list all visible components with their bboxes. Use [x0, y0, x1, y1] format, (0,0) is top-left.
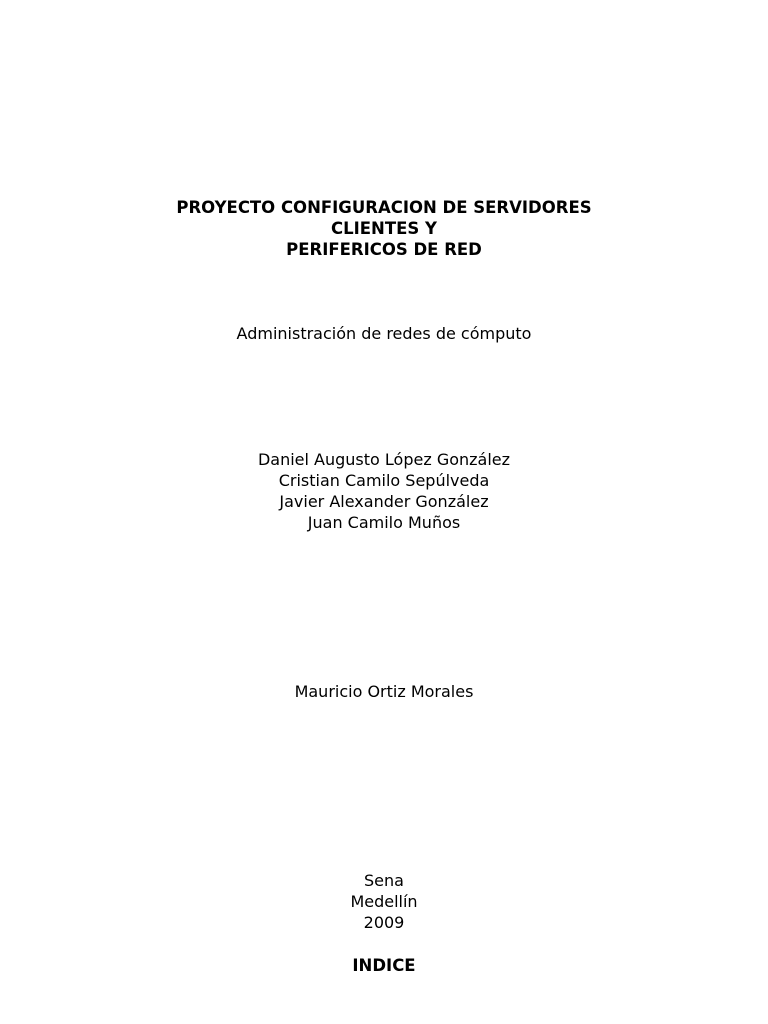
- institution-name: Sena: [364, 871, 404, 890]
- author-list: [0, 449, 768, 533]
- index-heading: [0, 955, 768, 976]
- author-name: Javier Alexander González: [279, 492, 489, 511]
- title-line: PERIFERICOS DE RED: [286, 240, 482, 259]
- year-text: 2009: [363, 913, 405, 932]
- author-name: Juan Camilo Muños: [307, 513, 461, 532]
- instructor-block: [0, 681, 768, 702]
- author-name: Daniel Augusto López González: [257, 450, 511, 469]
- author-name: Cristian Camilo Sepúlveda: [278, 471, 490, 490]
- document-title: [0, 197, 768, 260]
- title-line: PROYECTO CONFIGURACION DE SERVIDORES: [176, 198, 592, 217]
- index-heading-text: INDICE: [352, 956, 416, 975]
- city-name: Medellín: [350, 892, 418, 911]
- instructor-name: Mauricio Ortiz Morales: [294, 682, 474, 701]
- place-date-block: [0, 870, 768, 933]
- title-line: CLIENTES Y: [331, 219, 437, 238]
- subtitle-text: Administración de redes de cómputo: [236, 324, 532, 343]
- document-subtitle: [0, 323, 768, 344]
